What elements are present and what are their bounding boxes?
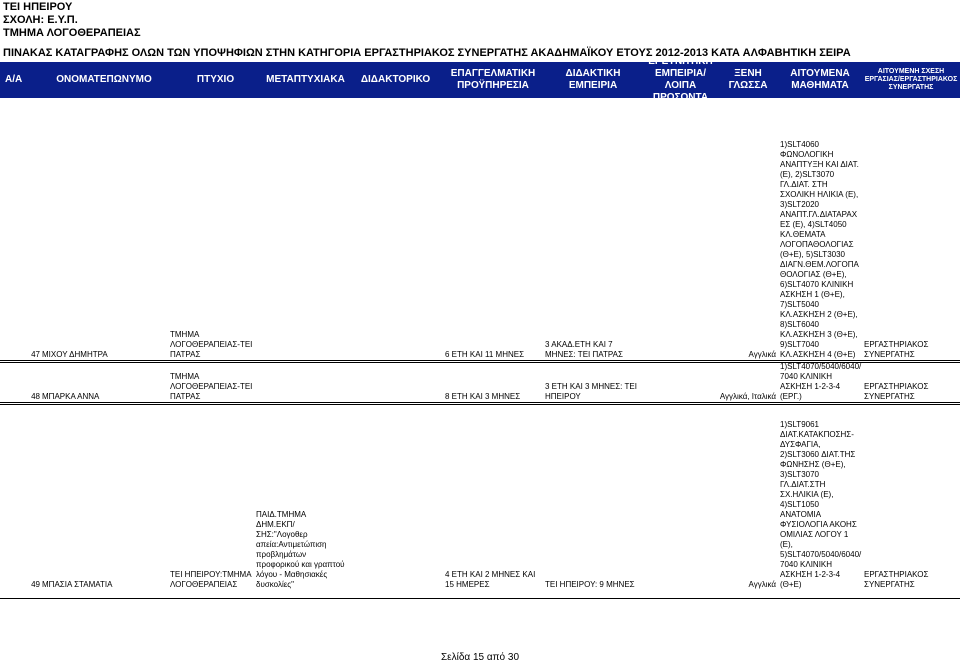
table-row-49-language: Αγγλικά: [748, 580, 776, 589]
table-row-47-phd: [348, 100, 443, 360]
col-header-masters: ΜΕΤΑΠΤΥΧΙΑΚΑ: [263, 62, 348, 98]
col-header-phd: ΔΙΔΑΚΤΟΡΙΚΟ: [348, 62, 443, 98]
col-header-teaching: ΔΙΔΑΚΤΙΚΗ ΕΜΠΕΙΡΙΑ: [543, 62, 643, 98]
school-name: ΣΧΟΛΗ: Ε.Υ.Π.: [3, 14, 78, 26]
table-row-48-research: [643, 362, 718, 402]
table-row-48-masters: [263, 362, 348, 402]
col-header-language: ΞΕΝΗ ΓΛΩΣΣΑ: [718, 62, 778, 98]
col-header-research: ΕΡΕΥΝΗΤΙΚΗ ΕΜΠΕΙΡΙΑ/ΛΟΙΠΑ ΠΡΟΣΟΝΤΑ: [643, 62, 718, 98]
table-row-48-courses: 1)SLT4070/5040/6040/ 7040 ΚΛΙΝΙΚΗ ΑΣΚΗΣΗ 1-2-3-4 (ΕΡΓ.): [780, 362, 862, 401]
table-row-47-research: [643, 100, 718, 360]
col-header-courses: ΑΙΤΟΥΜΕΝΑ ΜΑΘΗΜΑΤΑ: [778, 62, 862, 98]
table-row-49-professional: 4 ΕΤΗ ΚΑΙ 2 ΜΗΝΕΣ ΚΑΙ 15 ΗΜΕΡΕΣ: [445, 570, 536, 589]
table-row-48-language: Αγγλικά, Ιταλικά: [719, 392, 776, 401]
institution-name: ΤΕΙ ΗΠΕΙΡΟΥ: [3, 1, 73, 13]
table-row-48-phd: [348, 362, 443, 402]
table-title: ΠΙΝΑΚΑΣ ΚΑΤΑΓΡΑΦΗΣ ΟΛΩΝ ΤΩΝ ΥΠΟΨΗΦΙΩΝ ΣΤΗΝ ΚΑΤΗΓΟΡΙΑ ΕΡΓΑΣΤΗΡΙΑΚΟΣ ΣΥΝΕΡΓΑΤΗΣ ΑΚΑΔΗΜΑΪΚΟΥ ΕΤΟΥΣ 2012-2013 ΚΑΤΑ ΑΛΦΑΒΗΤΙΚΗ ΣΕΙΡΑ: [3, 47, 851, 59]
table-row-49-teaching: ΤΕΙ ΗΠΕΙΡΟΥ: 9 ΜΗΝΕΣ: [545, 580, 635, 589]
table-row-49-courses: 1)SLT9061 ΔΙΑΤ.ΚΑΤΑΚΠΟΣΗΣ- ΔΥΣΦΑΓΙΑ, 2)SLT3060 ΔΙΑΤ.ΤΗΣ ΦΩΝΗΣΗΣ (Θ+Ε), 3)SLT3070 ΓΛ.ΔΙΑΤ.ΣΤΗ ΣΧ.ΗΛΙΚΙΑ (Ε), 4)SLT1050 ΑΝΑΤΟΜΙΑ ΦΥΣΙΟΛΟΓΙΑ ΑΚΟΗΣ ΟΜΙΛΙΑΣ ΛΟΓΟΥ 1 (Ε), 5)SLT4070/5040/6040/ 7040 ΚΛΙΝΙΚΗ ΑΣΚΗΣΗ 1-2-3-4 (Θ+Ε): [780, 420, 862, 589]
table-row-49-research: [643, 404, 718, 590]
table-row-49-relation: ΕΡΓΑΣΤΗΡΙΑΚΟΣ ΣΥΝΕΡΓΑΤΗΣ: [864, 570, 929, 589]
table-row-48-professional: 8 ΕΤΗ ΚΑΙ 3 ΜΗΝΕΣ: [445, 392, 521, 401]
table-row-48-teaching: 3 ΕΤΗ ΚΑΙ 3 ΜΗΝΕΣ: ΤΕΙ ΗΠΕΙΡΟΥ: [545, 382, 637, 401]
table-row-47-name: ΜΙΧΟΥ ΔΗΜΗΤΡΑ: [42, 350, 108, 359]
col-header-degree: ΠΤΥΧΙΟ: [168, 62, 263, 98]
table-row-48-degree: ΤΜΗΜΑ ΛΟΓΟΘΕΡΑΠΕΙΑΣ-ΤΕΙ ΠΑΤΡΑΣ: [170, 372, 253, 401]
table-row-47-professional: 6 ΕΤΗ ΚΑΙ 11 ΜΗΝΕΣ: [445, 350, 525, 359]
table-row-47-aa: 47: [31, 350, 40, 359]
col-header-professional: ΕΠΑΓΓΕΛΜΑΤΙΚΗ ΠΡΟΫΠΗΡΕΣΙΑ: [443, 62, 543, 98]
table-row-49-name: ΜΠΑΣΙΑ ΣΤΑΜΑΤΙΑ: [42, 580, 113, 589]
table-row-48-name: ΜΠΑΡΚΑ ΑΝΝΑ: [42, 392, 100, 401]
table-row-47-relation: ΕΡΓΑΣΤΗΡΙΑΚΟΣ ΣΥΝΕΡΓΑΤΗΣ: [864, 340, 929, 359]
table-row-49-degree: ΤΕΙ ΗΠΕΙΡΟΥ:ΤΜΗΜΑ ΛΟΓΟΘΕΡΑΠΕΙΑΣ: [170, 570, 252, 589]
col-header-aa: Α/Α: [0, 62, 45, 98]
table-row-48-aa: 48: [31, 392, 40, 401]
col-header-name: ΟΝΟΜΑΤΕΠΩΝΥΜΟ: [40, 62, 168, 98]
table-row-47-degree: ΤΜΗΜΑ ΛΟΓΟΘΕΡΑΠΕΙΑΣ-ΤΕΙ ΠΑΤΡΑΣ: [170, 330, 253, 359]
department-name: ΤΜΗΜΑ ΛΟΓΟΘΕΡΑΠΕΙΑΣ: [3, 27, 141, 39]
table-row-48-relation: ΕΡΓΑΣΤΗΡΙΑΚΟΣ ΣΥΝΕΡΓΑΤΗΣ: [864, 382, 929, 401]
page-number: Σελίδα 15 από 30: [440, 652, 520, 663]
table-row-49-aa: 49: [31, 580, 40, 589]
table-row-47-language: Αγγλικά: [748, 350, 776, 359]
table-row-49-phd: ΠΑΙΔ.ΤΜΗΜΑ ΔΗΜ.ΕΚΠ/ΣΗΣ:"Λογοθερ απεία:Αντιμετώπιση προβλημάτων προφορικού και γραπτού λόγου - Μαθησιακές δυσκολίες": [256, 510, 345, 589]
table-row-47-masters: [263, 100, 348, 360]
table-row-47-teaching: 3 ΑΚΑΔ.ΕΤΗ ΚΑΙ 7 ΜΗΝΕΣ: ΤΕΙ ΠΑΤΡΑΣ: [545, 340, 623, 359]
col-header-relation: ΑΙΤΟΥΜΕΝΗ ΣΧΕΣΗ ΕΡΓΑΣΙΑΣ/ΕΡΓΑΣΤΗΡΙΑΚΟΣ ΣΥΝΕΡΓΑΤΗΣ: [862, 62, 960, 98]
table-row-47-courses: 1)SLT4060 ΦΩΝΟΛΟΓΙΚΗ ΑΝΑΠΤΥΞΗ ΚΑΙ ΔΙΑΤ. (Ε), 2)SLT3070 ΓΛ.ΔΙΑΤ. ΣΤΗ ΣΧΟΛΙΚΗ ΗΛΙΚΙΑ (Ε), 3)SLT2020 ΑΝΑΠΤ.ΓΛ.ΔΙΑΤΑΡΑΧ ΕΣ (Ε), 4)SLT4050 ΚΛ.ΘΕΜΑΤΑ ΛΟΓΟΠΑΘΟΛΟΓΙΑΣ (Θ+Ε), 5)SLT3030 ΔΙΑΓΝ.ΘΕΜ.ΛΟΓΟΠΑ ΘΟΛΟΓΙΑΣ (Θ+Ε), 6)SLT4070 ΚΛΙΝΙΚΗ ΑΣΚΗΣΗ 1 (Θ+Ε), 7)SLT5040 ΚΛ.ΑΣΚΗΣΗ 2 (Θ+Ε), 8)SLT6040 ΚΛ.ΑΣΚΗΣΗ 3 (Θ+Ε), 9)SLT7040 ΚΛ.ΑΣΚΗΣΗ 4 (Θ+Ε): [780, 140, 859, 359]
